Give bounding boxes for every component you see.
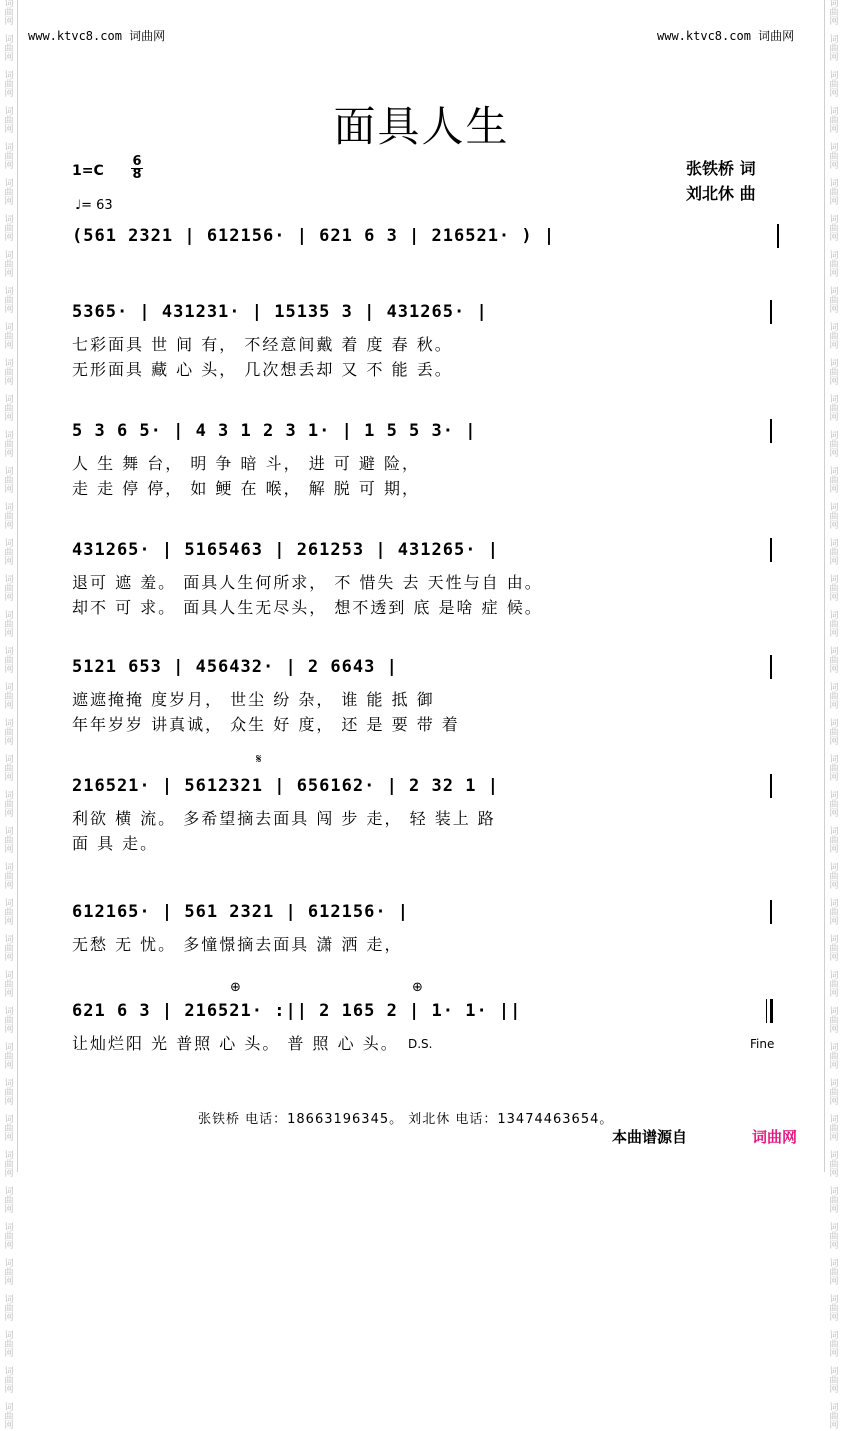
- lyricist-credit: 张铁桥 词: [686, 159, 756, 178]
- left-watermark-strip: 词 曲 网 词 曲 网 词 曲 网 词 曲 网 词 曲 网 词 曲 网 词 曲 网 词 曲 网 词 曲 网 词 曲 网 词 曲 网 词 曲 网 词 曲 网 词 曲 网 词 曲 网 词 曲 网 词 曲 网 词 曲 网 词 曲 网 词 曲 网 词 曲 网 词 曲 网 词 曲 网 词 曲 网 词 曲 网 词 曲 网 词 曲 网 词 曲 网 词 曲 网 词 曲 网 词 曲 网 词 曲 网 词 曲 网 词 曲 网 词 曲 网 词 曲 网 词 曲 网 词 曲 网 词 曲 网 词 曲 网: [4, 0, 14, 1431]
- segno-sign: 𝄋: [256, 752, 262, 767]
- site-url-left[interactable]: www.ktvc8.com 词曲网: [28, 29, 166, 43]
- lyric-line-4-verse-2: 却不 可 求。 面具人生无尽头， 想不透到 底 是啥 症 候。: [72, 598, 543, 617]
- notation-line-8: 621 6 3 | 216521· :|| 2 165 2 | 1· 1· ||: [72, 1001, 522, 1021]
- song-title: 面具人生: [333, 102, 510, 151]
- lyric-line-6-verse-1: 利欲 横 流。 多希望摘去面具 闯 步 走， 轻 装上 路: [72, 809, 496, 828]
- brand-logo-text[interactable]: 词曲网: [752, 1128, 798, 1146]
- notation-line-1: (561 2321 | 612156· | 621 6 3 | 216521· ) |: [72, 226, 556, 246]
- notation-line-5: 5121 653 | 456432· | 2 6643 |: [72, 657, 398, 677]
- lyric-line-5-verse-1: 遮遮掩掩 度岁月， 世尘 纷 杂， 谁 能 抵 御: [72, 690, 435, 709]
- lyric-line-3-verse-2: 走 走 停 停， 如 鲠 在 喉， 解 脱 可 期，: [72, 479, 420, 498]
- tempo-marking: ♩= 63: [75, 198, 113, 213]
- key-signature: 1=C: [72, 163, 104, 179]
- barline-row-4: [770, 538, 772, 562]
- left-frame-line: [17, 0, 18, 1172]
- time-signature-top: 6: [132, 154, 142, 169]
- site-url-right[interactable]: www.ktvc8.com 词曲网: [657, 29, 795, 43]
- lyric-line-6-verse-2: 面 具 走。: [72, 834, 159, 853]
- notation-line-4: 431265· | 5165463 | 261253 | 431265· |: [72, 540, 499, 560]
- lyric-line-5-verse-2: 年年岁岁 讲真诚， 众生 好 度， 还 是 要 带 着: [72, 715, 460, 734]
- final-barline-thin: [766, 999, 767, 1023]
- barline-row-3: [770, 419, 772, 443]
- coda-sign-first: ⊕: [230, 980, 241, 995]
- lyric-line-8-verse-1: 让灿烂阳 光 普照 心 头。 普 照 心 头。: [72, 1034, 399, 1053]
- lyric-line-2-verse-1: 七彩面具 世 间 有， 不经意间戴 着 度 春 秋。: [72, 335, 453, 354]
- ds-marking: D.S.: [408, 1037, 433, 1051]
- right-watermark-strip: 词 曲 网 词 曲 网 词 曲 网 词 曲 网 词 曲 网 词 曲 网 词 曲 网 词 曲 网 词 曲 网 词 曲 网 词 曲 网 词 曲 网 词 曲 网 词 曲 网 词 曲 网 词 曲 网 词 曲 网 词 曲 网 词 曲 网 词 曲 网 词 曲 网 词 曲 网 词 曲 网 词 曲 网 词 曲 网 词 曲 网 词 曲 网 词 曲 网 词 曲 网 词 曲 网 词 曲 网 词 曲 网 词 曲 网 词 曲 网 词 曲 网 词 曲 网 词 曲 网 词 曲 网 词 曲 网 词 曲 网: [829, 0, 839, 1431]
- contact-info: 张铁桥 电话：18663196345。 刘北休 电话：13474463654。: [198, 1112, 614, 1127]
- composer-credit: 刘北休 曲: [686, 184, 756, 203]
- right-frame-line: [824, 0, 825, 1172]
- notation-line-2: 5365· | 431231· | 15135 3 | 431265· |: [72, 302, 488, 322]
- barline-row-6: [770, 774, 772, 798]
- coda-sign-second: ⊕: [412, 980, 423, 995]
- notation-line-6: 216521· | 5612321 | 656162· | 2 32 1 |: [72, 776, 499, 796]
- notation-line-7: 612165· | 561 2321 | 612156· |: [72, 902, 410, 922]
- final-barline-thick: [770, 999, 773, 1023]
- barline-row-5: [770, 655, 772, 679]
- barline-row-1: [777, 224, 779, 248]
- fine-marking: Fine: [750, 1037, 775, 1051]
- barline-row-7: [770, 900, 772, 924]
- time-signature: [131, 156, 143, 181]
- time-signature-bottom: 8: [132, 167, 142, 182]
- barline-row-2: [770, 300, 772, 324]
- lyric-line-4-verse-1: 退可 遮 羞。 面具人生何所求， 不 惜失 去 天性与自 由。: [72, 573, 543, 592]
- lyric-line-3-verse-1: 人 生 舞 台， 明 争 暗 斗， 进 可 避 险，: [72, 454, 420, 473]
- notation-line-3: 5 3 6 5· | 4 3 1 2 3 1· | 1 5 5 3· |: [72, 421, 477, 441]
- lyric-line-2-verse-2: 无形面具 藏 心 头， 几次想丢却 又 不 能 丢。: [72, 360, 453, 379]
- lyric-line-7-verse-1: 无愁 无 忧。 多憧憬摘去面具 潇 洒 走，: [72, 935, 403, 954]
- source-label: 本曲谱源自: [612, 1128, 688, 1146]
